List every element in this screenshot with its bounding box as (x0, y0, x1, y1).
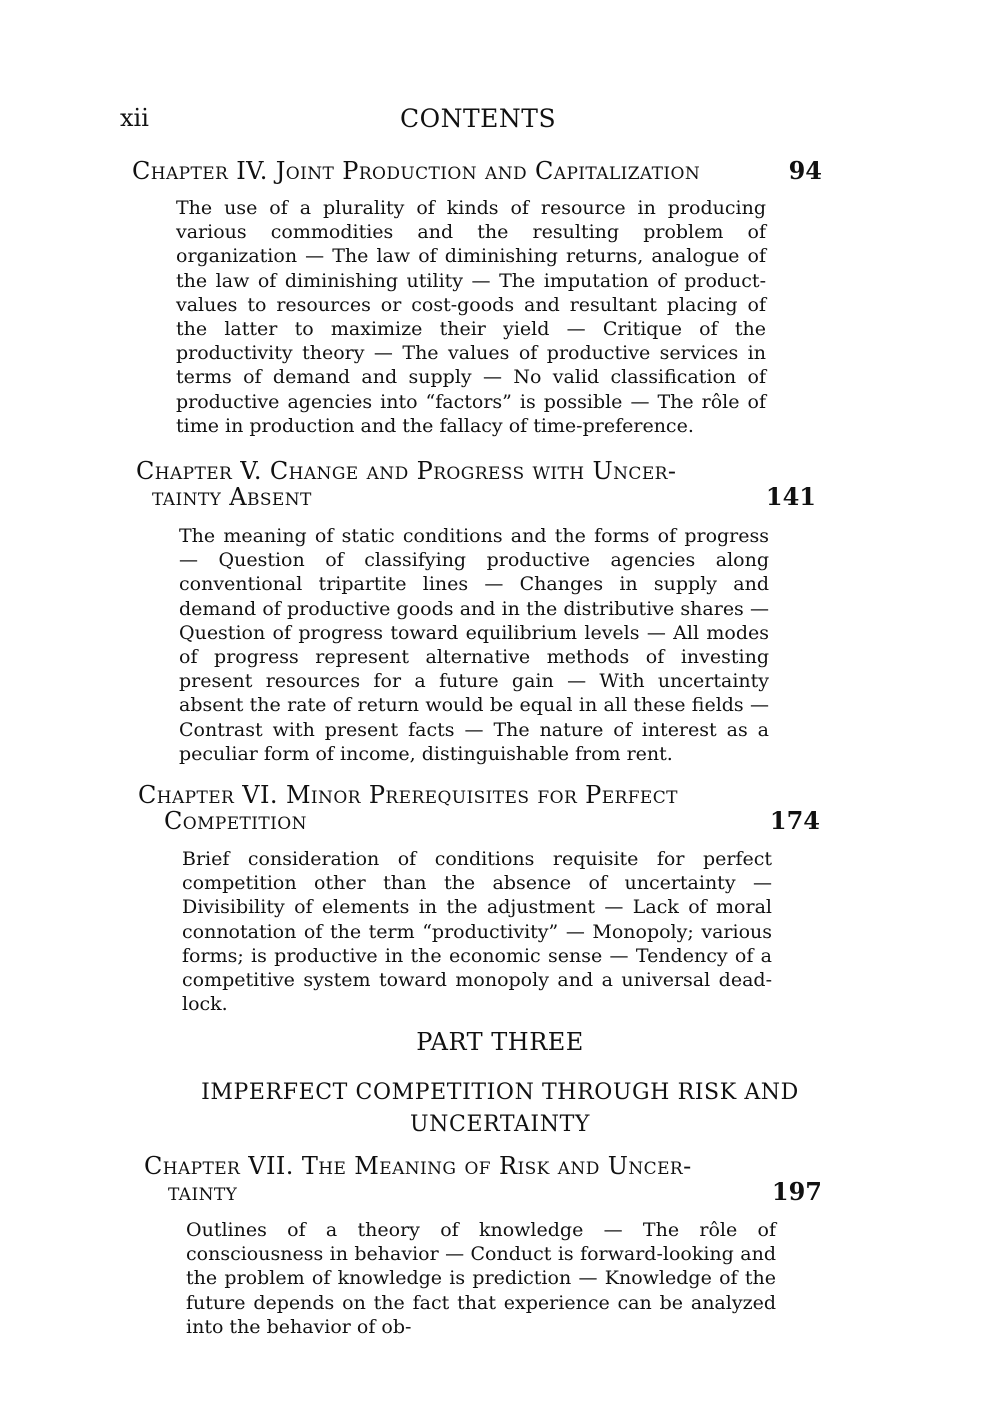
part-title: PART THREE (416, 1028, 584, 1056)
chapter-synopsis: The meaning of static conditions and the forms of progress — Question of classifying productive agencies along conventional tripartite lines — Changes in supply and demand of productive goods and in the distributive shares — Question of progress toward equilibrium levels — All modes of progress represent alternative methods of investing present resources for a future gain — With uncertainty absent the rate of return would be equal in all these fields — Contrast with present facts — The nature of interest as a peculiar form of income, distinguishable from rent. (179, 525, 769, 765)
chapter-title: Chapter VI. Minor Prerequisites for Perfect (138, 781, 678, 809)
page-header (120, 104, 820, 140)
chapter-title: Chapter VII. The Meaning of Risk and Uncer- (144, 1152, 692, 1180)
chapter-title-cont: tainty Absent (152, 483, 312, 511)
chapter-page: 174 (769, 806, 820, 835)
chapter-heading (136, 458, 816, 510)
chapter-page: 141 (765, 482, 816, 511)
chapter-synopsis: Brief consideration of conditions requisite for perfect competition other than the absence of uncertainty — Divisibility of elements in the adjustment — Lack of moral connotation of the term “productivity” — Monopoly; various forms; is productive in the economic sense — Tendency of a competitive system toward monopoly and a universal dead-lock. (182, 848, 772, 1016)
part-subtitle (0, 1077, 1000, 1141)
chapter-heading (138, 782, 820, 834)
chapter-heading (132, 158, 822, 184)
chapter-page: 197 (771, 1177, 822, 1206)
part-subtitle-line1: IMPERFECT COMPETITION THROUGH RISK AND (201, 1080, 799, 1105)
chapter-title-cont: tainty (168, 1178, 238, 1206)
page-folio: xii (120, 104, 149, 132)
chapter-page: 94 (788, 156, 822, 185)
chapter-title-cont: Competition (164, 807, 307, 835)
chapter-synopsis: The use of a plurality of kinds of resource in producing various commodities and the resulting problem of organization — The law of diminishing returns, analogue of the law of diminishing utility — The imputation of product-values to resources or cost-goods and resultant placing of the latter to maximize their yield — Critique of the productivity theory — The values of productive services in terms of demand and supply — No valid classification of productive agencies into “factors” is possible — The rôle of time in production and the fallacy of time-preference. (176, 197, 766, 437)
chapter-title: Chapter V. Change and Progress with Uncer- (136, 457, 677, 485)
part-subtitle-line2: UNCERTAINTY (410, 1112, 590, 1137)
chapter-title: Chapter IV. Joint Production and Capitalization (132, 157, 701, 185)
chapter-synopsis: Outlines of a theory of knowledge — The rôle of consciousness in behavior — Conduct is forward-looking and the problem of knowledge is prediction — Knowledge of the future depends on the fact that experience can be analyzed into the behavior of ob- (186, 1219, 776, 1338)
running-head: CONTENTS (400, 104, 557, 133)
chapter-heading (144, 1153, 822, 1205)
